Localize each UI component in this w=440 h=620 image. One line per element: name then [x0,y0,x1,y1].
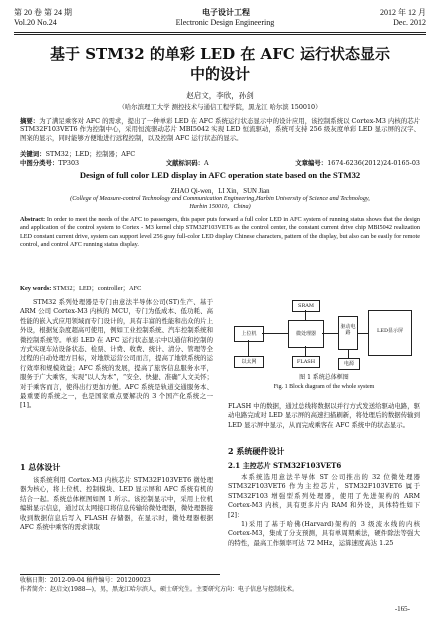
connector-mcu-drive [322,333,338,334]
date-cn: 2012 年 12 月 [380,8,426,17]
led-screen-box: LED显示屏 [368,310,412,356]
page-number: -165- [394,605,410,613]
figure-1-caption-cn: 图 1 系统总体框图 [299,374,349,381]
connector-pc-ethernet [248,340,249,356]
header-rule-2 [14,34,426,35]
connector-mcu-flash [305,346,306,356]
journal-name-cn: 电子设计工程 [202,8,250,17]
classification-line [20,159,420,167]
article-number: 文章编号：1674-6236(2012)24-0165-03 [295,159,420,167]
document-code: 文献标识码：A [165,159,209,167]
figure-followup-paragraph: FLASH 中的数据，通过总线将数据以并行方式发送给驱动电路，驱动电路完成对 LED 显示屏的高速扫描刷新，将处理后的数据传输到 LED 显示屏中显示，从而完成乘客在 AFC 系统中的状态显示。 [228,402,420,429]
connector-pc-mcu [262,333,288,334]
figure-1-block-diagram [228,298,420,398]
affiliation-cn: （哈尔滨理工大学 测控技术与通信工程学院，黑龙江 哈尔滨 150010） [118,103,322,111]
affiliation-en: (College of Measure-control Technology and Communication Engineering,Harbin University of Science and Technology, Harbin 150010，China) [70,195,370,210]
volume-cn: 第 20 卷 第 24 期 [14,8,72,17]
section-2-1-item-1: 1)采用了基于哈佛(Harvard)架构的 3 级流水线的内核 Cortex-M3，集成了分支预测，具有单周期乘法，硬件除法等强大的特性，最高工作频率可达 72 MHz，运算速度高达 1.25 [228,520,420,547]
connector-drive-power [348,350,349,358]
footnote-rule [20,574,220,575]
power-box: 电源 [338,358,360,370]
keywords-cn: 关键词：STM32；LED；控制器；AFC [20,150,136,158]
connector-drive-led [358,333,368,334]
section-2-heading: 2 系统硬件设计 [228,446,285,456]
journal-name-en: Electronic Design Engineering [175,18,275,27]
drive-circuit-box: 驱动电路 [338,316,358,350]
abstract-cn: 摘要：为了满足乘客对 AFC 的需求，提出了一种单彩 LED 在 AFC 系统运行状态显示中的设计应用，该控制系统以 Cortex-M3 内核的芯片 STM32F103VET6 作为控制中心，采用恒流驱动芯片 MBI5042 实现 LED 恒流驱动，系统可支持 256 级灰度单彩 LED 显示屏的汉字、图案的显示，同时能够方便地进行远程控制，以及控制 AFC 运行状态的显示。 [20,117,421,142]
keywords-en: Key words: STM32；LED；controller；AFC [20,285,142,292]
section-2-1-heading: 2.1 主控芯片 STM32F103VET6 [228,461,342,470]
section-2-1-paragraph: 本系统选用意法半导体 ST 公司推出的 32 位微处理器 STM32F103VET6 作为主控芯片，STM32F103VET6 属于 STM32F103 增强型系列处理器，使用了先进架构的 ARM Cortex-M3 内核，具有更多片内 RAM 和外设，具体特性如下[2]： [228,473,420,519]
clc-number: 中图分类号：TP303 [20,159,80,167]
sram-box: SRAM [292,300,320,312]
footnote-author-bio: 作者简介：赵启文(1988—)，男，黑龙江哈尔滨人，硕士研究生。主要研究方向：电子信息与控制技术。 [20,586,298,593]
mcu-box: 微处理器 [288,320,324,348]
section-1-paragraph: 该系统利用 Cortex-M3 内核芯片 STM32F103VET6 微处理器为核心，将上位机、控制模块、LED 显示屏和 AFC 系统有机的结合一起。系统总体框图如图 1 所示。该控制显示中，采用上位机编辑显示信息，通过以太网接口将信息传输给微处理器，微处理器接收到数据信息后写入 FLASH 存储器，在显示时，微处理器根据 AFC 系统中乘客的需求读取 [20,476,213,532]
authors-cn: 赵启文，李欣，孙剑 [186,91,254,100]
flash-box: FLASH [292,356,320,368]
connector-sram-mcu [305,310,306,320]
header-rule [14,32,426,33]
abstract-en: Abstract: In order to meet the needs of the AFC to passengers, this paper puts forward a full color LED in AFC system of running status shows that the design and application of the control system to Cortex - M3 kernel chip STM32F103VET6 as the control center, the constant current drive chip MBI5042 realization LED constant current drive, system can support level 256 gray full-color LED display Chinese characters, pattern of the display, but also can be easily for remote control, and control AFC running status display. [20,216,420,249]
footnote-received: 收稿日期：2012-09-04 稿件编号：201209023 [20,577,151,584]
figure-1-caption-en: Fig. 1 Block diagram of the whole system [273,384,375,390]
authors-en: ZHAO Qi-wen，LI Xin，SUN Jian [170,188,270,195]
date-en: Dec. 2012 [393,18,426,27]
intro-paragraph: STM32 系列处理器是专门由意法半导体公司(ST)生产、基于 ARM 公司 Cortex-M3 内核的 MCU，专门为低成本、低功耗、高性能的嵌入式应用领域而专门设计的，具有丰富的性能和出众的片上外设，根据复杂度超高可使用，例如工业控制系统、汽车控制系统和微控制系统等。单彩 LED 在 AFC 运行状态显示中以通信和控制的方式实现车站设备状态、检票、计费、收费、统计、清分、管理等全过程的自动处理方目标，对地铁运营公司而言，提高了地铁系统的运行效率和规模效益；AFC 系统的发展，提高了旅客信息服务水平，服务于广大乘客，实现“以人为本”，“安全、快捷、准确”人文关怀；对于乘客而言，使得出行更加方便。AFC 系统是轨道交通服务本、最重要的系统之一，也是国家重点要解决的 3 个国产化系统之一[1]。 [20,298,213,410]
host-pc-box: 上位机 [234,326,264,342]
abstract-en-label: Abstract: [20,216,46,223]
paper-title-cn: 基于 STM32 的单彩 LED 在 AFC 运行状态显示 中的设计 [49,45,391,83]
volume-en: Vol.20 No.24 [14,18,57,27]
ethernet-box: 以太网 [234,356,264,368]
abstract-cn-label: 摘要： [20,117,40,125]
section-1-heading: 1 总体设计 [20,462,61,472]
paper-title-en: Design of full color LED display in AFC operation state based on the STM32 [79,170,361,180]
